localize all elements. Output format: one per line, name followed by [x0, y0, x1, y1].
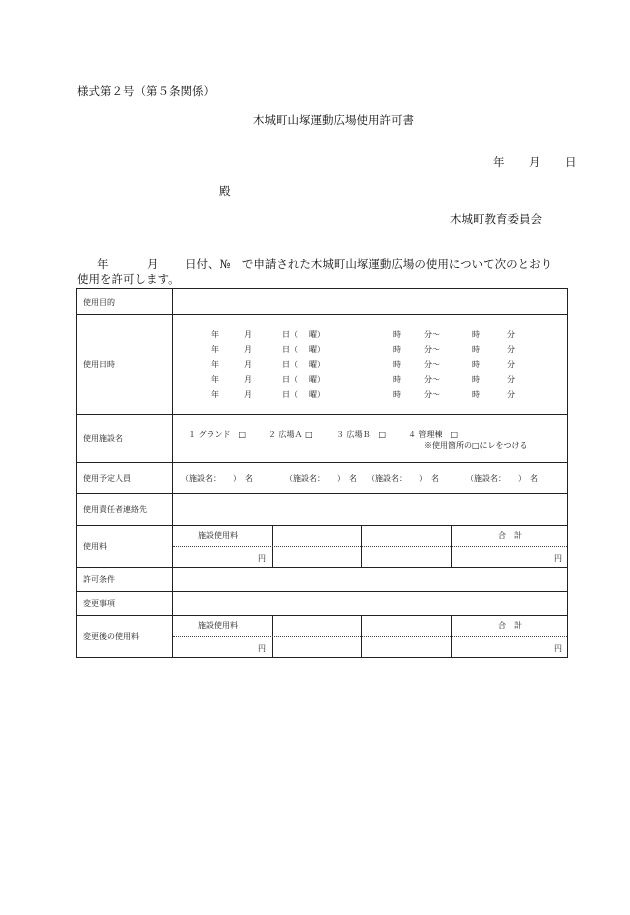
- label-people: 使用予定人員: [83, 474, 131, 483]
- label-facility: 使用施設名: [83, 434, 123, 443]
- datetime-min-to: 分: [507, 360, 515, 369]
- datetime-min-from: 分～: [424, 360, 440, 369]
- facility-note: ※使用箇所の□にレをつける: [424, 441, 528, 450]
- intro-text-line2: 使用を許可します。: [77, 272, 180, 286]
- datetime-min-from: 分～: [424, 375, 440, 384]
- datetime-hour: 時: [393, 330, 401, 339]
- label-changes: 変更事項: [83, 599, 115, 608]
- datetime-hour-to: 時: [472, 360, 480, 369]
- datetime-dow: 曜）: [309, 330, 325, 339]
- datetime-day: 日（: [282, 330, 298, 339]
- date-year: 年: [493, 155, 505, 169]
- datetime-month: 月: [244, 390, 252, 399]
- datetime-hour-to: 時: [472, 390, 480, 399]
- datetime-day: 日（: [282, 345, 298, 354]
- datetime-year: 年: [211, 345, 219, 354]
- datetime-min-to: 分: [507, 330, 515, 339]
- facility-option-plaza-a: ２ 広場Ａ □: [268, 430, 313, 439]
- datetime-hour: 時: [393, 360, 401, 369]
- datetime-dow: 曜）: [309, 375, 325, 384]
- fee-after-yen: 円: [258, 644, 266, 653]
- date-month: 月: [529, 155, 541, 169]
- datetime-min-to: 分: [507, 390, 515, 399]
- datetime-min-from: 分～: [424, 345, 440, 354]
- issuer-name: 木城町教育委員会: [450, 212, 542, 226]
- datetime-hour: 時: [393, 345, 401, 354]
- fee-total-label: 合 計: [498, 531, 522, 540]
- datetime-dow: 曜）: [309, 360, 325, 369]
- people-entry: （施設名： ） 名: [285, 474, 357, 483]
- document-title: 木城町山塚運動広場使用許可書: [253, 113, 414, 127]
- datetime-hour: 時: [393, 375, 401, 384]
- datetime-hour-to: 時: [472, 345, 480, 354]
- form-number: 様式第２号（第５条関係）: [77, 84, 215, 98]
- permit-table: [76, 288, 568, 658]
- fee-yen: 円: [258, 554, 266, 563]
- datetime-year: 年: [211, 330, 219, 339]
- facility-option-ground: １ グランド □: [188, 430, 247, 439]
- intro-year: 年: [97, 257, 109, 271]
- intro-month: 月: [147, 257, 159, 271]
- people-entry: （施設名： ） 名: [367, 474, 439, 483]
- datetime-min-to: 分: [507, 345, 515, 354]
- datetime-month: 月: [244, 360, 252, 369]
- fee-after-facility-label: 施設使用料: [198, 621, 238, 630]
- datetime-min-from: 分～: [424, 390, 440, 399]
- label-fee: 使用料: [83, 542, 107, 551]
- datetime-month: 月: [244, 330, 252, 339]
- datetime-year: 年: [211, 390, 219, 399]
- datetime-day: 日（: [282, 390, 298, 399]
- datetime-hour-to: 時: [472, 375, 480, 384]
- people-entry: （施設名： ） 名: [466, 474, 538, 483]
- label-fee-after: 変更後の使用料: [83, 632, 139, 641]
- facility-option-plaza-b: ３ 広場Ｂ □: [336, 430, 387, 439]
- facility-option-admin: ４ 管理棟 □: [408, 430, 459, 439]
- datetime-hour-to: 時: [472, 330, 480, 339]
- datetime-month: 月: [244, 345, 252, 354]
- fee-after-total-label: 合 計: [498, 621, 522, 630]
- datetime-month: 月: [244, 375, 252, 384]
- label-conditions: 許可条件: [83, 575, 115, 584]
- label-contact: 使用責任者連絡先: [83, 505, 147, 514]
- fee-facility-label: 施設使用料: [198, 531, 238, 540]
- intro-text: 日付、№ で申請された木城町山塚運動広場の使用について次のとおり: [185, 257, 553, 271]
- label-datetime: 使用日時: [83, 360, 115, 369]
- fee-after-total-yen: 円: [554, 644, 562, 653]
- datetime-year: 年: [211, 360, 219, 369]
- datetime-hour: 時: [393, 390, 401, 399]
- addressee-honorific: 殿: [219, 184, 231, 198]
- datetime-dow: 曜）: [309, 345, 325, 354]
- datetime-year: 年: [211, 375, 219, 384]
- people-entry: （施設名： ） 名: [181, 474, 253, 483]
- label-purpose: 使用目的: [83, 298, 115, 307]
- datetime-dow: 曜）: [309, 390, 325, 399]
- datetime-min-from: 分～: [424, 330, 440, 339]
- datetime-day: 日（: [282, 375, 298, 384]
- datetime-min-to: 分: [507, 375, 515, 384]
- datetime-day: 日（: [282, 360, 298, 369]
- date-day: 日: [565, 155, 577, 169]
- fee-total-yen: 円: [554, 554, 562, 563]
